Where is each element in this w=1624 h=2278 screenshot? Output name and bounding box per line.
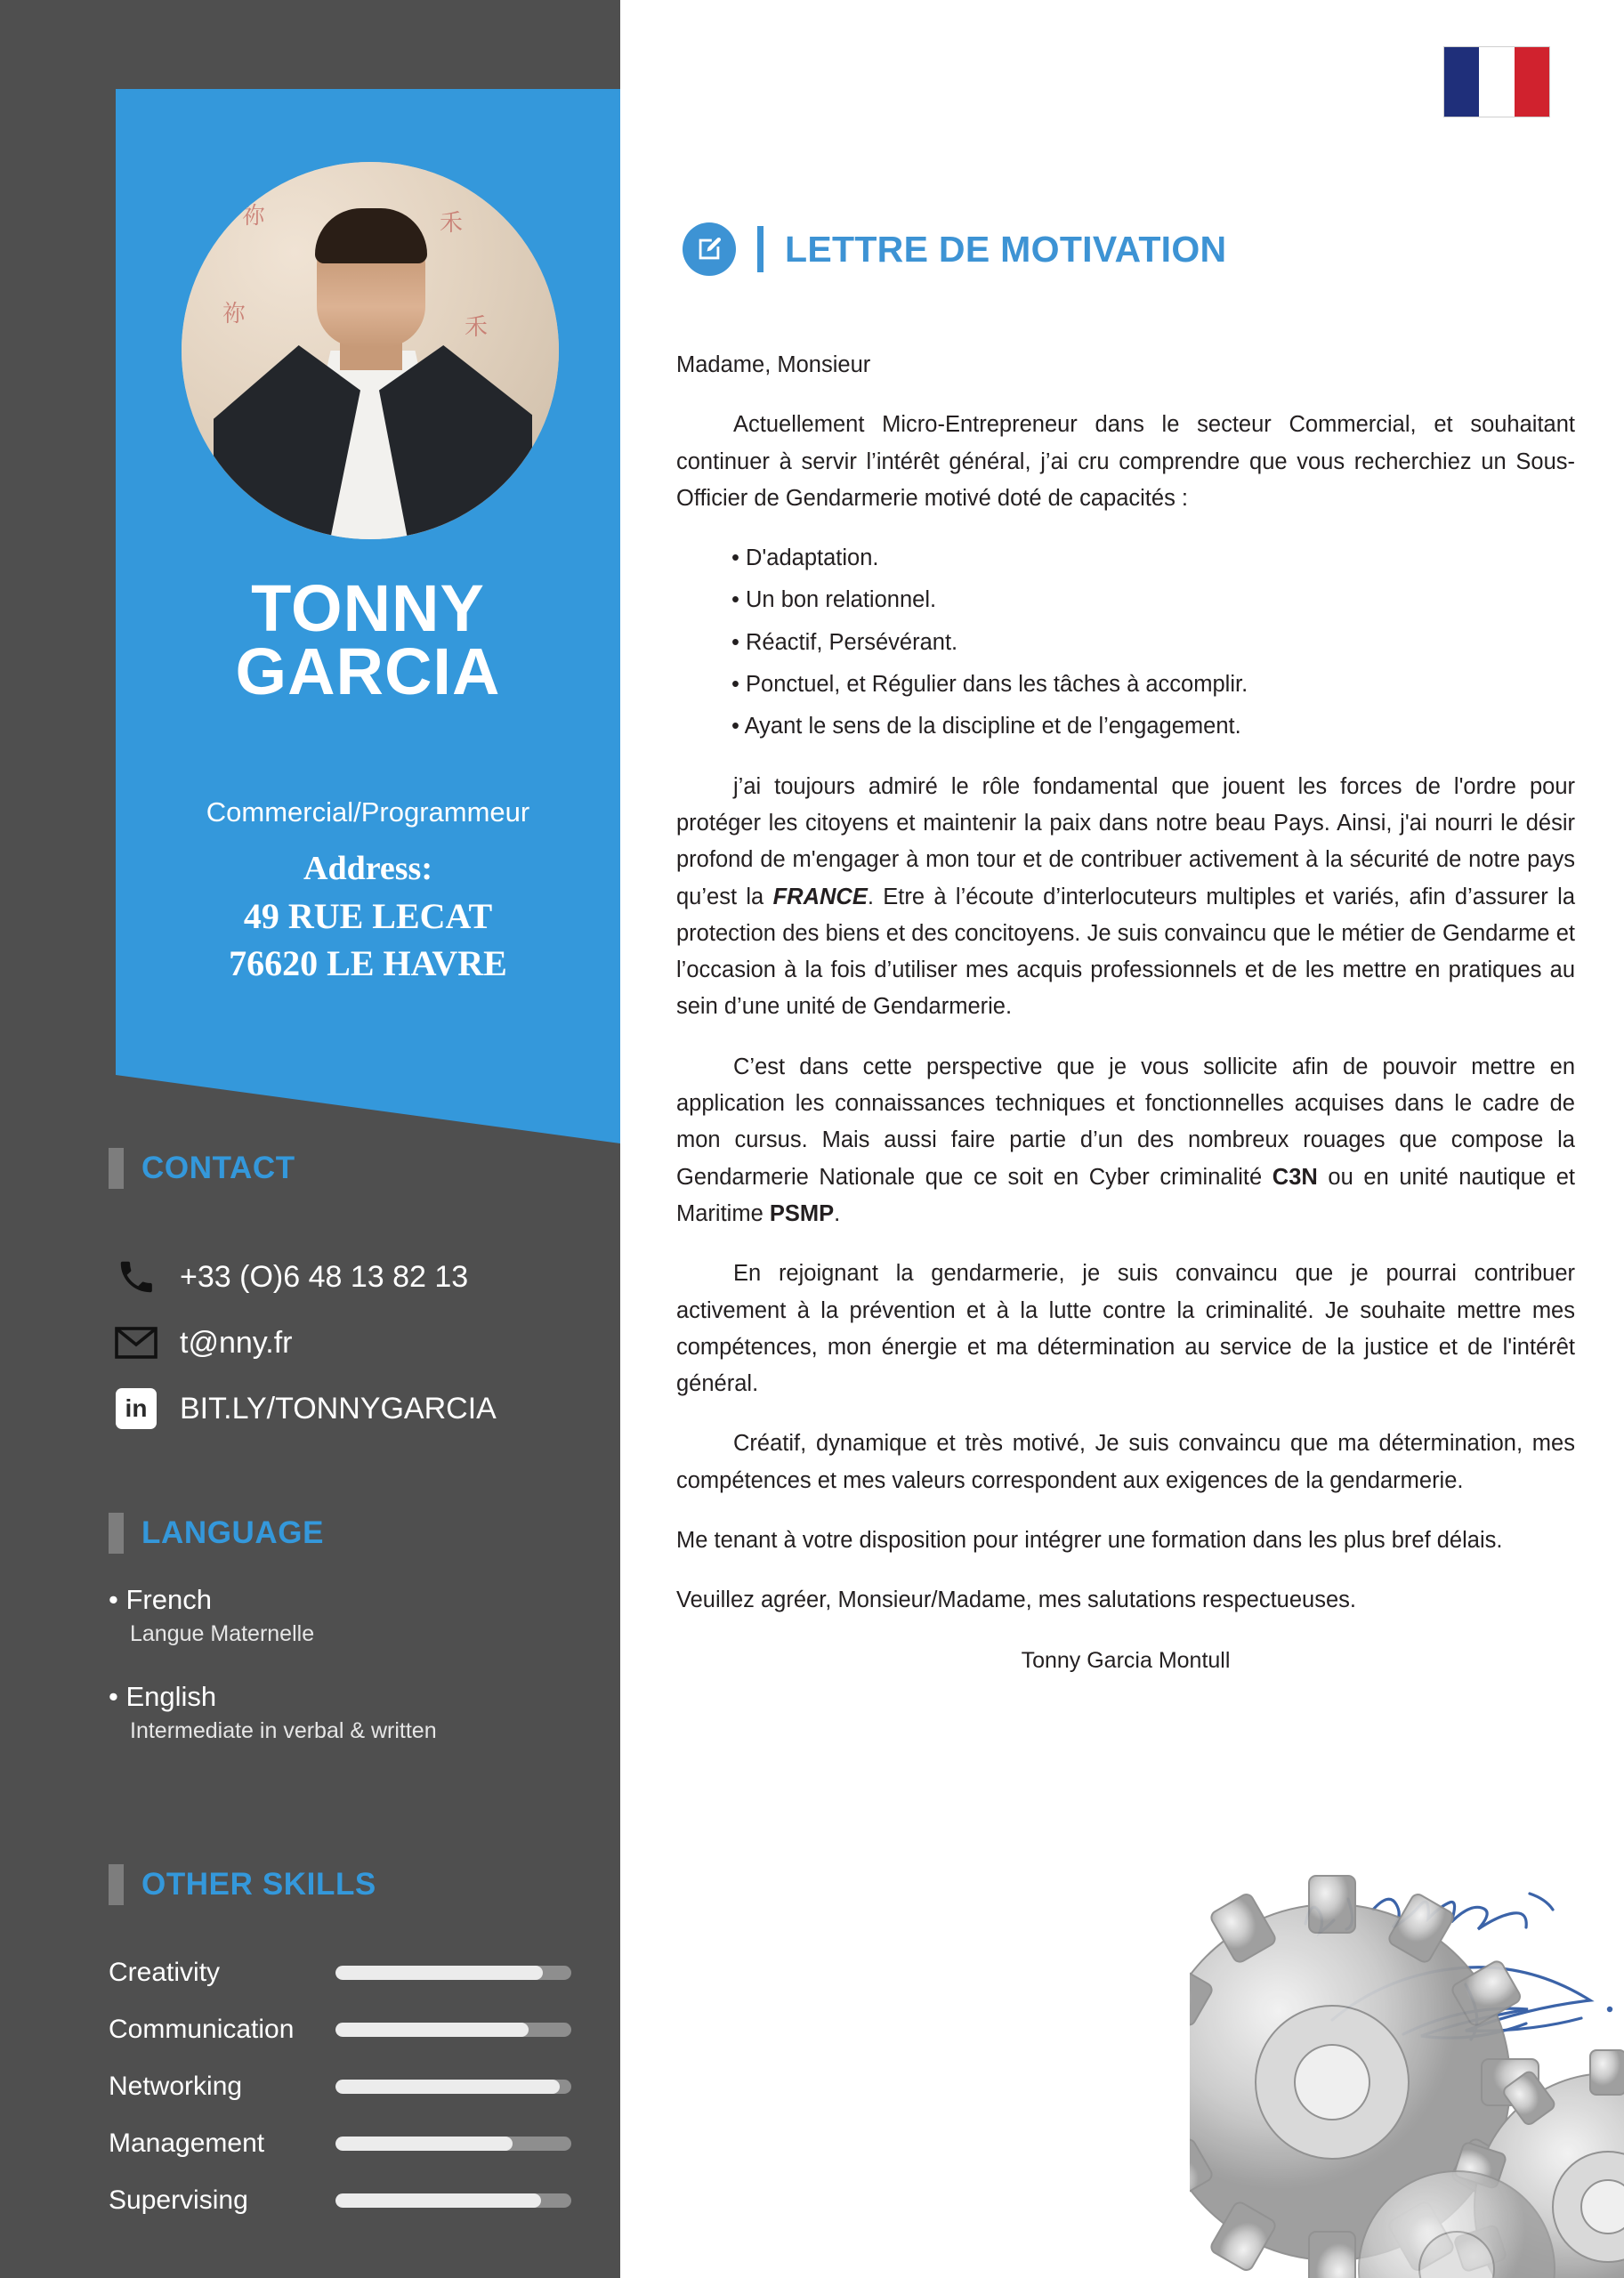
paragraph-3 — [676, 1049, 1575, 1232]
language-list — [109, 1584, 571, 1778]
skill-row — [109, 2172, 607, 2229]
paragraph-4: En rejoignant la gendarmerie, je suis convaincu que je pourrai contribuer activement à la prévention et à la lutte contre la criminalité. Je souhaite mettre mes compétences, mon énergie et ma détermination au service de la justice et de l'intérêt général. — [676, 1261, 1575, 1397]
person-name — [116, 571, 620, 709]
section-accent-bar — [109, 1513, 124, 1554]
skill-name: Creativity — [109, 1958, 221, 1987]
document-header — [683, 222, 1226, 276]
skill-progress-fill — [335, 1966, 543, 1980]
contact-list — [109, 1246, 571, 1443]
skill-name: Supervising — [109, 2185, 248, 2215]
linkedin-value: BIT.LY/TONNYGARCIA — [180, 1391, 497, 1426]
letter-edit-icon — [683, 222, 736, 276]
language-level: Intermediate in verbal & written — [130, 1718, 437, 1743]
list-item: • Ayant le sens de la discipline et de l’engagement. — [731, 708, 1575, 745]
address-label: Address: — [303, 850, 432, 887]
psmp-term: PSMP — [769, 1200, 835, 1226]
paragraph-3-part-c: . — [834, 1200, 841, 1226]
section-accent-bar — [109, 1864, 124, 1905]
avatar — [182, 162, 559, 539]
french-flag-icon — [1443, 46, 1550, 117]
contact-item-email[interactable] — [109, 1312, 571, 1374]
address-block — [116, 845, 620, 988]
flag-band-white — [1479, 47, 1514, 117]
skill-name: Networking — [109, 2072, 243, 2101]
c3n-term: C3N — [1272, 1164, 1318, 1190]
email-value: t@nny.fr — [180, 1325, 293, 1360]
list-item — [109, 1584, 571, 1647]
decor-glyph: 祢 — [222, 301, 246, 327]
section-header-language — [109, 1513, 324, 1554]
job-title: Commercial/Programmeur — [206, 796, 530, 828]
skill-row — [109, 2001, 607, 2058]
skill-name: Management — [109, 2129, 265, 2158]
skill-row — [109, 2115, 607, 2172]
decor-glyph: 祢 — [242, 203, 266, 230]
skill-name: Communication — [109, 2015, 295, 2044]
language-name: • French — [109, 1584, 212, 1615]
header-divider — [757, 226, 764, 272]
contact-heading: CONTACT — [141, 1151, 295, 1185]
paragraph-1: Actuellement Micro-Entrepreneur dans le secteur Commercial, et souhaitant continuer à servir l’intérêt général, j’ai cru comprendre que vous recherchiez un Sous-Officier de Gendarmerie motivé doté de capacités : — [676, 412, 1575, 511]
list-item: • Un bon relationnel. — [731, 582, 1575, 618]
closing-line: Veuillez agréer, Monsieur/Madame, mes salutations respectueuses. — [676, 1587, 1356, 1613]
flag-band-red — [1515, 47, 1549, 117]
linkedin-icon — [109, 1388, 164, 1429]
phone-icon — [109, 1256, 164, 1297]
flag-band-blue — [1444, 47, 1479, 117]
first-name: TONNY — [251, 571, 485, 645]
contact-item-phone[interactable] — [109, 1246, 571, 1308]
letter-body — [676, 347, 1575, 1678]
language-name-text: French — [125, 1584, 212, 1615]
section-header-other-skills — [109, 1864, 376, 1905]
last-name: GARCIA — [235, 634, 501, 709]
email-icon — [109, 1325, 164, 1361]
decor-glyph: 禾 — [465, 314, 489, 341]
language-heading: LANGUAGE — [141, 1515, 325, 1550]
paragraph-2-part-b: . Etre à l’écoute d’interlocuteurs multiples et variés, afin d’assurer la protection des biens et des concitoyens. Je suis convaincu que le métier de Gendarme et l’occasion à la fois d’utiliser mes acquis professionnels et de les mettre en pratiques au sein d’une unité de Gendarmerie. — [676, 884, 1575, 1020]
skill-progress-fill — [335, 2137, 513, 2151]
address-line-1: 49 RUE LECAT — [243, 895, 493, 936]
paragraph-2 — [676, 769, 1575, 1026]
skill-progress-fill — [335, 2080, 560, 2094]
capability-bullets — [676, 540, 1575, 745]
skills-list — [109, 1944, 607, 2229]
language-level: Langue Maternelle — [130, 1621, 315, 1646]
sidebar — [0, 0, 620, 2278]
greeting: Madame, Monsieur — [676, 352, 871, 377]
other-skills-heading: OTHER SKILLS — [141, 1867, 376, 1902]
linkedin-badge: in — [116, 1388, 157, 1429]
signature-mark — [1297, 1878, 1624, 2082]
language-name-text: English — [125, 1681, 217, 1712]
skill-progress-fill — [335, 2193, 541, 2208]
skill-progress-track — [335, 1966, 571, 1980]
paragraph-6: Me tenant à votre disposition pour intégrer une formation dans les plus bref délais. — [676, 1528, 1503, 1554]
skill-progress-fill — [335, 2023, 529, 2037]
paragraph-5: Créatif, dynamique et très motivé, Je suis convaincu que ma détermination, mes compétences et mes valeurs correspondent aux exigences de la gendarmerie. — [676, 1431, 1575, 1493]
skill-row — [109, 2058, 607, 2115]
skill-progress-track — [335, 2080, 571, 2094]
paragraph-3-part-b: ou en unité nautique et Maritime — [676, 1164, 1575, 1226]
section-header-contact — [109, 1148, 295, 1189]
address-line-2: 76620 LE HAVRE — [229, 942, 507, 983]
list-item: • Ponctuel, et Régulier dans les tâches à accomplir. — [731, 666, 1575, 703]
skill-progress-track — [335, 2137, 571, 2151]
decor-glyph: 禾 — [440, 210, 464, 237]
signer-name: Tonny Garcia Montull — [1021, 1647, 1231, 1673]
letter-panel — [620, 0, 1624, 2278]
paragraph-2-part-a: j’ai toujours admiré le rôle fondamental que jouent les forces de l'ordre pour protéger les citoyens et maintenir la paix dans notre beau Pays. Ainsi, j'ai nourri le désir profond de m'engager à mon tour et de contribuer activement à la sécurité de notre pays qu’est la — [676, 773, 1575, 909]
list-item: • D'adaptation. — [731, 540, 1575, 577]
contact-item-linkedin[interactable] — [109, 1377, 571, 1440]
language-name: • English — [109, 1681, 217, 1712]
skill-row — [109, 1944, 607, 2001]
list-item: • Réactif, Persévérant. — [731, 625, 1575, 661]
section-accent-bar — [109, 1148, 124, 1189]
list-item — [109, 1681, 571, 1744]
page-title: LETTRE DE MOTIVATION — [785, 228, 1227, 270]
phone-value: +33 (O)6 48 13 82 13 — [180, 1259, 469, 1294]
skill-progress-track — [335, 2023, 571, 2037]
france-emphasis: FRANCE — [772, 884, 868, 909]
skill-progress-track — [335, 2193, 571, 2208]
paragraph-3-part-a: C’est dans cette perspective que je vous sollicite afin de pouvoir mettre en application les connaissances techniques et fonctionnelles acquises dans le cadre de mon cursus. Mais aussi faire partie d’un des nombreux rouages que compose la Gendarmerie Nationale que ce soit en Cyber criminalité — [676, 1054, 1575, 1190]
